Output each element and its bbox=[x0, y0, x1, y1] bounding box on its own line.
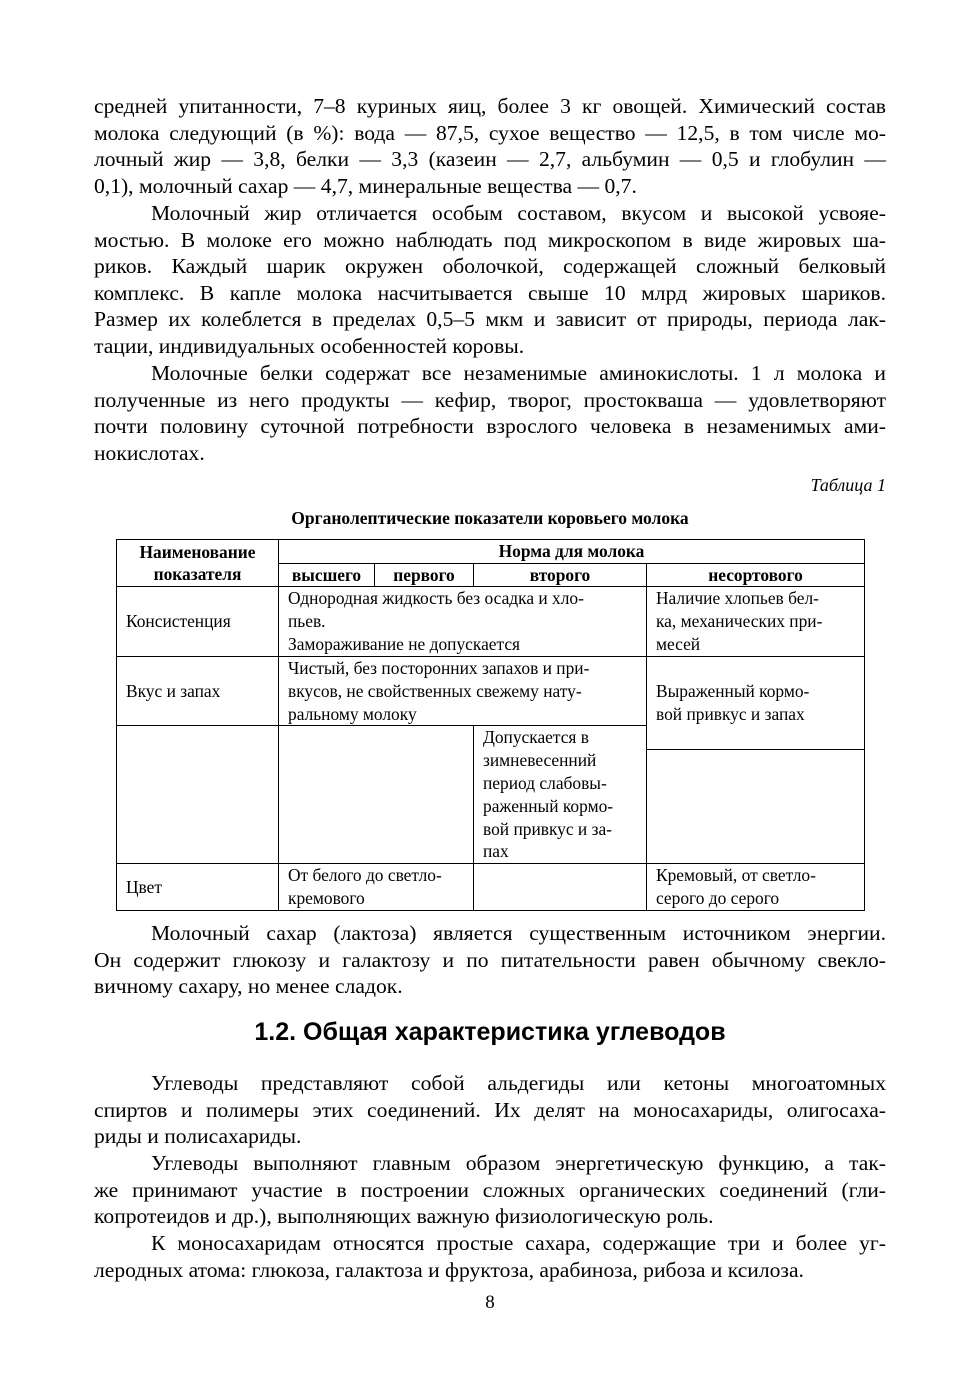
text-line: нокислотах. bbox=[94, 440, 205, 465]
cell-empty bbox=[647, 750, 865, 864]
cell-empty bbox=[279, 726, 474, 864]
paragraph-lactose bbox=[94, 920, 886, 1000]
cell-indicator: Консистенция bbox=[117, 587, 279, 657]
text-line: Размер их колеблется в пределах 0,5–5 мкм и зависит от природы, периода лак- bbox=[94, 307, 886, 332]
text-line: лочный жир — 3,8, белки — 3,3 (казеин — 2,7, альбумин — 0,5 и глобулин — bbox=[94, 147, 886, 172]
header-indicator-name: Наименование показателя bbox=[117, 540, 279, 587]
paragraph-carbohydrates-function bbox=[94, 1150, 886, 1230]
table-header-row bbox=[117, 540, 865, 564]
paragraph-milk-composition bbox=[94, 93, 886, 199]
text-line: 0,1), молочный сахар — 4,7, минеральные вещества — 0,7. bbox=[94, 173, 637, 198]
header-grade-second: второго bbox=[474, 564, 647, 587]
text-line: спиртов и полимеры этих соединений. Их делят на моносахариды, олигосаха- bbox=[94, 1097, 886, 1122]
text-line: мостью. В молоке его можно наблюдать под микроскопом в виде жировых ша- bbox=[94, 227, 886, 252]
cell-empty bbox=[474, 864, 647, 911]
text-line: Молочный жир отличается особым составом, вкусом и высокой усвояе- bbox=[151, 201, 886, 225]
page-number: 8 bbox=[485, 1292, 495, 1313]
table-row bbox=[117, 864, 865, 911]
text-line: Углеводы выполняют главным образом энергетическую функцию, а так- bbox=[151, 1151, 886, 1175]
table-row bbox=[117, 657, 865, 726]
paragraph-carbohydrates-definition bbox=[94, 1070, 886, 1150]
text-line: же принимают участие в построении сложных органических соединений (гли- bbox=[94, 1177, 886, 1202]
text-line: полученные из него продукты — кефир, творог, простокваша — удовлетворяют bbox=[94, 387, 886, 412]
text-line: Молочный сахар (лактоза) является существенным источником энергии. bbox=[151, 921, 886, 945]
text-line: копротеидов и др.), выполняющих важную физиологическую роль. bbox=[94, 1204, 714, 1229]
cell-norm: Однородная жидкость без осадка и хло- пьев. Замораживание не допускается bbox=[279, 587, 647, 657]
section-heading: 1.2. Общая характеристика углеводов bbox=[254, 1018, 726, 1046]
text-line: почти половину суточной потребности взрослого человека в незаменимых ами- bbox=[94, 414, 886, 439]
paragraph-milk-proteins bbox=[94, 360, 886, 466]
text-line: риды и полисахариды. bbox=[94, 1124, 302, 1149]
text-line: Он содержит глюкозу и галактозу и по питательности равен обычному свекло- bbox=[94, 947, 886, 972]
text-line: Молочные белки содержат все незаменимые аминокислоты. 1 л молока и bbox=[151, 361, 886, 385]
text-line: комплекс. В капле молока насчитывается свыше 10 млрд жировых шариков. bbox=[94, 280, 886, 305]
text-line: тации, индивидуальных особенностей коровы. bbox=[94, 333, 525, 358]
table-number: Таблица 1 bbox=[810, 475, 886, 495]
paragraph-milk-fat bbox=[94, 200, 886, 360]
text-line: риков. Каждый шарик окружен оболочкой, содержащей сложный белковый bbox=[94, 254, 886, 279]
cell-offgrade: Наличие хлопьев бел- ка, механических при- месей bbox=[647, 587, 865, 657]
organoleptic-table bbox=[116, 539, 865, 911]
text-line: средней упитанности, 7–8 куриных яиц, более 3 кг овощей. Химический состав bbox=[94, 94, 886, 118]
cell-indicator: Цвет bbox=[117, 864, 279, 911]
header-grade-offgrade: несортового bbox=[647, 564, 865, 587]
text-line: молока следующий (в %): вода — 87,5, сухое вещество — 12,5, в том числе мо- bbox=[94, 120, 886, 145]
text-line: Углеводы представляют собой альдегиды или кетоны многоатомных bbox=[151, 1071, 886, 1095]
cell-empty bbox=[117, 726, 279, 864]
cell-second-grade: Допускается в зимневесенний период слабовы- раженный кормо- вой привкус и за- пах bbox=[474, 726, 647, 864]
text-line: К моносахаридам относятся простые сахара, содержащие три и более уг- bbox=[151, 1231, 886, 1255]
header-grade-first: первого bbox=[375, 564, 474, 587]
paragraph-monosaccharides bbox=[94, 1230, 886, 1283]
header-norm-group: Норма для молока bbox=[279, 540, 865, 564]
cell-norm: Чистый, без посторонних запахов и при- вкусов, не свойственных свежему нату- ральному молоку bbox=[279, 657, 647, 726]
cell-norm: От белого до светло- кремового bbox=[279, 864, 474, 911]
text-line: вичному сахару, но менее сладок. bbox=[94, 974, 403, 999]
header-grade-highest: высшего bbox=[279, 564, 375, 587]
table-row bbox=[117, 587, 865, 657]
table-title: Органолептические показатели коровьего молока bbox=[291, 508, 689, 528]
cell-indicator: Вкус и запах bbox=[117, 657, 279, 726]
text-line: леродных атома: глюкоза, галактоза и фруктоза, арабиноза, рибоза и ксилоза. bbox=[94, 1257, 804, 1282]
cell-offgrade: Кремовый, от светло- серого до серого bbox=[647, 864, 865, 911]
cell-offgrade: Выраженный кормо- вой привкус и запах bbox=[647, 657, 865, 750]
